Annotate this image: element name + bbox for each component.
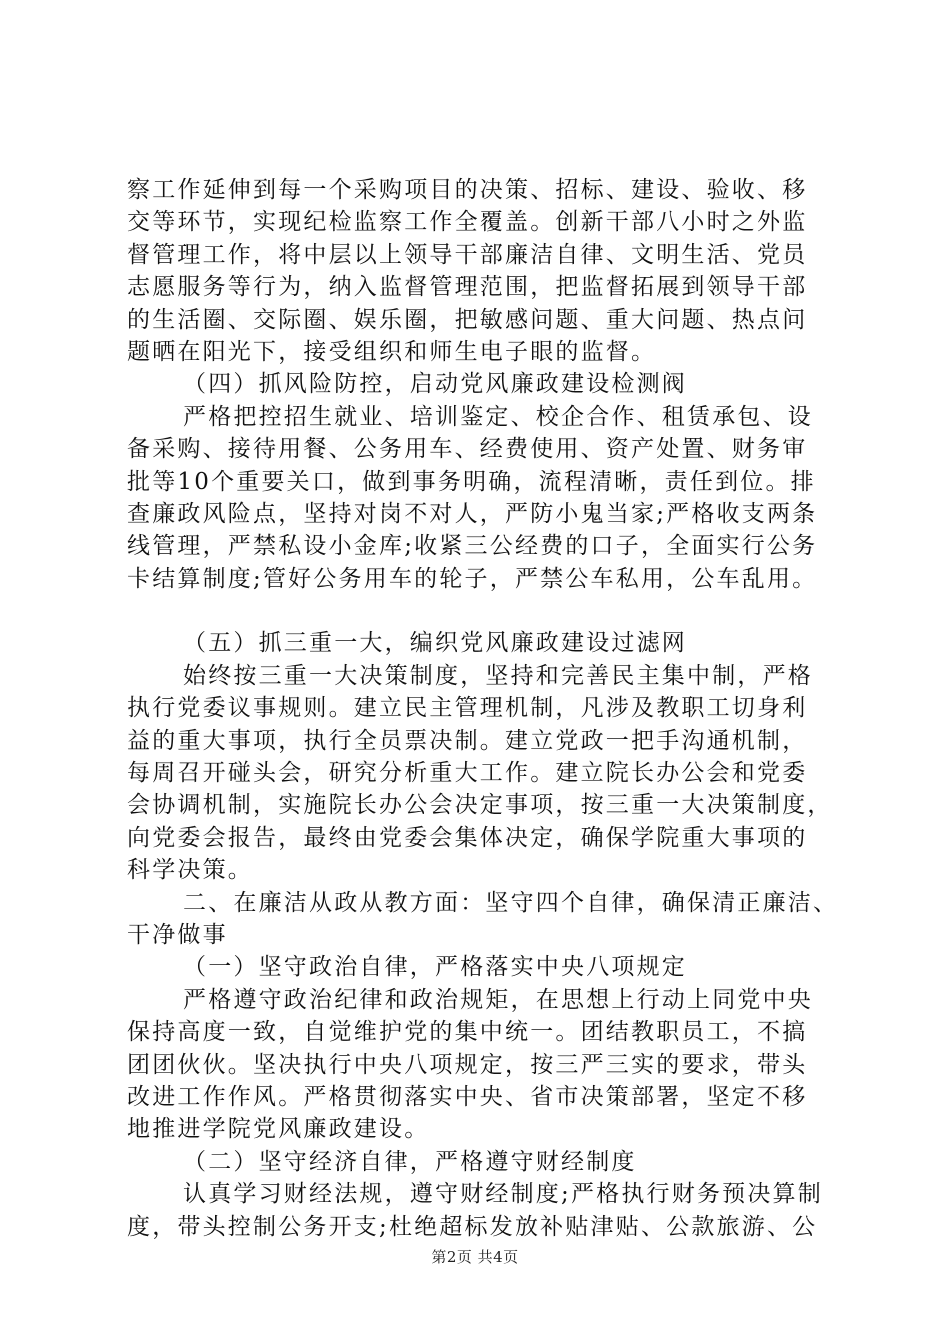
page-footer: 第2页 共4页 (431, 1248, 519, 1266)
text-line: 度，带头控制公务开支;杜绝超标发放补贴津贴、公款旅游、公 (127, 1213, 818, 1240)
text-line: 严格遵守政治纪律和政治规矩，在思想上行动上同党中央 (183, 986, 813, 1013)
blank-line (127, 595, 833, 627)
text-line: （四）抓风险防控，启动党风廉政建设检测阀 (183, 371, 687, 398)
text-line: 备采购、接待用餐、公务用车、经费使用、资产处置、财务审 (127, 436, 808, 463)
text-line: 二、在廉洁从政从教方面：坚守四个自律，确保清正廉洁、 (183, 889, 839, 916)
text-line: 改进工作作风。严格贯彻落实中央、省市决策部署，坚定不移 (127, 1083, 808, 1110)
text-line: 批等10个重要关口，做到事务明确，流程清晰，责任到位。排 (127, 468, 816, 495)
text-line: 始终按三重一大决策制度，坚持和完善民主集中制，严格 (183, 662, 813, 689)
text-line: 每周召开碰头会，研究分析重大工作。建立院长办公会和党委 (127, 760, 808, 787)
text-line: 干净做事 (127, 921, 228, 948)
text-line: 会协调机制，实施院长办公会决定事项，按三重一大决策制度， (127, 792, 833, 819)
text-line: 的生活圈、交际圈、娱乐圈，把敏感问题、重大问题、热点问 (127, 306, 808, 333)
text-line: 向党委会报告，最终由党委会集体决定，确保学院重大事项的 (127, 824, 808, 851)
text-line: 交等环节，实现纪检监察工作全覆盖。创新干部八小时之外监 (127, 209, 808, 236)
text-line: 执行党委议事规则。建立民主管理机制，凡涉及教职工切身利 (127, 695, 808, 722)
text-line: 认真学习财经法规，遵守财经制度;严格执行财务预决算制 (183, 1181, 823, 1208)
text-line: 督管理工作，将中层以上领导干部廉洁自律、文明生活、党员 (127, 241, 808, 268)
text-line: （一）坚守政治自律，严格落实中央八项规定 (183, 954, 687, 981)
text-line: 察工作延伸到每一个采购项目的决策、招标、建设、验收、移 (127, 177, 808, 203)
text-line: 卡结算制度;管好公务用车的轮子，严禁公车私用，公车乱用。 (127, 565, 818, 592)
text-line: （二）坚守经济自律，严格遵守财经制度 (183, 1148, 637, 1175)
text-line: （五）抓三重一大，编织党风廉政建设过滤网 (183, 630, 687, 657)
document-body (127, 174, 839, 1243)
text-line: 线管理，严禁私设小金库;收紧三公经费的口子，全面实行公务 (127, 533, 818, 560)
text-line: 题晒在阳光下，接受组织和师生电子眼的监督。 (127, 338, 657, 365)
text-line: 保持高度一致，自觉维护党的集中统一。团结教职员工，不搞 (127, 1019, 808, 1046)
text-line: 团团伙伙。坚决执行中央八项规定，按三严三实的要求，带头 (127, 1051, 808, 1078)
text-line: 严格把控招生就业、培训鉴定、校企合作、租赁承包、设 (183, 403, 813, 430)
text-line: 益的重大事项，执行全员票决制。建立党政一把手沟通机制， (127, 727, 808, 754)
text-line: 地推进学院党风廉政建设。 (127, 1116, 430, 1143)
text-line: 查廉政风险点，坚持对岗不对人，严防小鬼当家;严格收支两条 (127, 500, 818, 527)
text-line: 科学决策。 (127, 857, 253, 884)
text-line: 志愿服务等行为，纳入监督管理范围，把监督拓展到领导干部 (127, 274, 808, 301)
